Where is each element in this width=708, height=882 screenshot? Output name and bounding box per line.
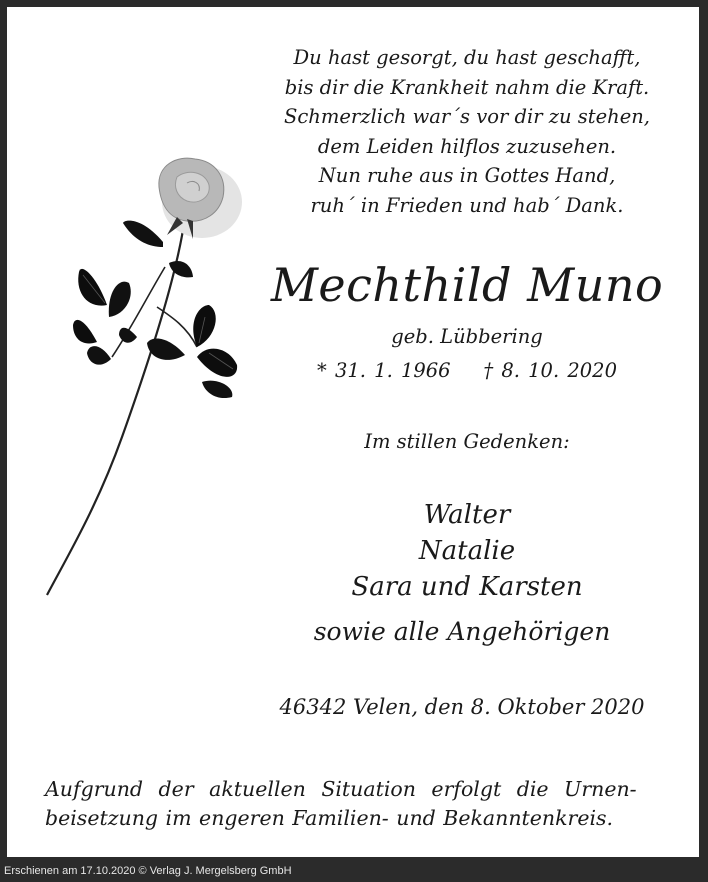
gedenken-heading: Im stillen Gedenken:: [364, 430, 570, 453]
burial-notice: [45, 775, 669, 833]
poem-line: dem Leiden hilflos zuzusehen.: [317, 134, 617, 158]
life-dates: * 31. 1. 1966 † 8. 10. 2020: [317, 359, 617, 382]
poem-line: ruh´ in Frieden und hab´ Dank.: [310, 193, 624, 217]
deceased-name: Mechthild Muno: [270, 258, 664, 312]
family-list: [247, 497, 687, 605]
family-member: Walter: [423, 500, 511, 530]
obituary-card: [7, 7, 699, 857]
poem-line: Du hast gesorgt, du hast geschafft,: [293, 46, 641, 69]
poem: [247, 43, 687, 220]
notice-line: Aufgrund der aktuellen Situation erfolgt die Urnen-: [45, 777, 637, 801]
rose-icon: [37, 147, 247, 607]
notice-line: beisetzung im engeren Familien- und Bekanntenkreis.: [45, 806, 614, 830]
poem-line: bis dir die Krankheit nahm die Kraft.: [284, 75, 650, 99]
family-member: Natalie: [418, 536, 516, 566]
relatives-line: sowie alle Angehörigen: [313, 617, 611, 646]
poem-line: Schmerzlich war´s vor dir zu stehen,: [284, 105, 650, 128]
birth-name: geb. Lübbering: [391, 325, 543, 348]
family-member: Sara und Karsten: [351, 572, 583, 602]
poem-line: Nun ruhe aus in Gottes Hand,: [318, 164, 616, 187]
publication-footer: Erschienen am 17.10.2020 © Verlag J. Mergelsberg GmbH: [4, 865, 292, 877]
place-date: 46342 Velen, den 8. Oktober 2020: [279, 695, 645, 719]
